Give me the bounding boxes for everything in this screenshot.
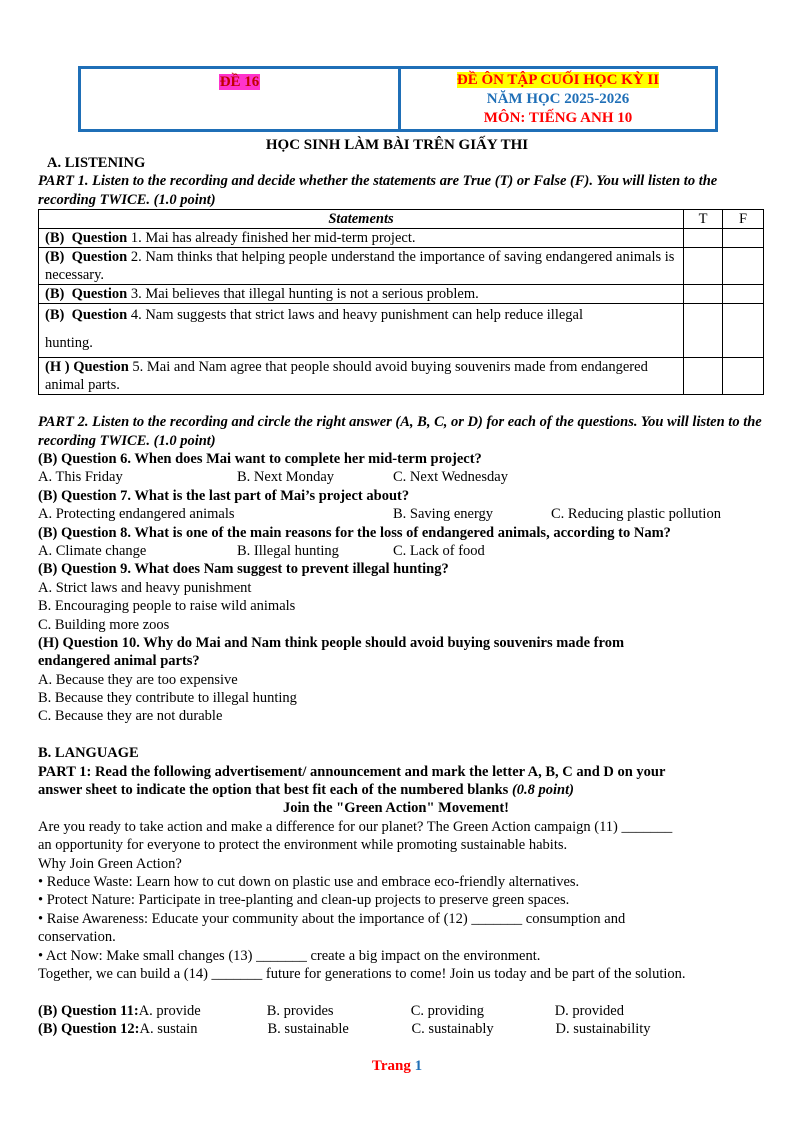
option[interactable]: B. Encouraging people to raise wild animals [38, 598, 296, 615]
question-6: (B) Question 6. When does Mai want to complete her mid-term project? [38, 451, 482, 468]
page-footer [0, 1057, 794, 1075]
ad-line: an opportunity for everyone to protect the environment while promoting sustainable habits. [38, 837, 568, 854]
question-11-label: (B) Question 11: [38, 1002, 139, 1019]
col-false: F [723, 210, 764, 229]
table-row: (H ) Question 5. Mai and Nam agree that people should avoid buying souvenirs made from endangered animal parts. [39, 358, 764, 395]
q12-options [38, 1020, 764, 1038]
header-box [78, 66, 718, 132]
option[interactable]: C. sustainably [411, 1021, 494, 1038]
option[interactable]: B. Because they contribute to illegal hunting [38, 690, 297, 707]
option[interactable]: B. provides [266, 1002, 334, 1019]
answer-cell-t[interactable] [684, 304, 723, 358]
exam-code: ĐỀ 16 [219, 74, 260, 90]
page-number: 1 [414, 1058, 423, 1074]
option[interactable]: C. Because they are not durable [38, 708, 223, 725]
answer-cell-t[interactable] [684, 285, 723, 304]
option[interactable]: B. Next Monday [237, 469, 335, 486]
table-row: (B) Question 2. Nam thinks that helping people understand the importance of saving endangered animals is necessary. [39, 248, 764, 285]
option[interactable]: A. provide [138, 1002, 201, 1019]
answer-cell-t[interactable] [684, 248, 723, 285]
option[interactable]: D. sustainability [555, 1021, 651, 1038]
ad-line: Are you ready to take action and make a difference for our planet? The Green Action campaign (11) _______ [38, 818, 673, 835]
question-8: (B) Question 8. What is one of the main reasons for the loss of endangered animals, according to Nam? [38, 524, 671, 541]
ad-line: conservation. [38, 929, 116, 946]
q6-options [38, 468, 764, 486]
table-row: (B) Question 4. Nam suggests that strict laws and heavy punishment can help reduce illegal hunting. [39, 304, 764, 358]
ad-line: Why Join Green Action? [38, 855, 182, 872]
table-row: (B) Question 3. Mai believes that illegal hunting is not a serious problem. [39, 285, 764, 304]
option[interactable]: D. provided [554, 1002, 624, 1019]
answer-cell-f[interactable] [723, 248, 764, 285]
question-10: (H) Question 10. Why do Mai and Nam think people should avoid buying souvenirs made from [38, 634, 625, 651]
part1-b-instruction-cont: answer sheet to indicate the option that best fit each of the numbered blanks [38, 782, 509, 799]
answer-cell-f[interactable] [723, 285, 764, 304]
question-7: (B) Question 7. What is the last part of Mai’s project about? [38, 487, 410, 504]
part1-instruction: PART 1. Listen to the recording and decide whether the statements are True (T) or False (F). You will listen to the recording TWICE. (1.0 point) [38, 173, 718, 208]
option[interactable]: A. sustain [139, 1021, 198, 1038]
school-year: NĂM HỌC 2025-2026 [486, 91, 630, 107]
part1-b-instruction: PART 1: Read the following advertisement/ announcement and mark the letter A, B, C and D on your [38, 763, 666, 780]
header-left [81, 69, 401, 129]
table-row: (B) Question 1. Mai has already finished her mid-term project. [39, 229, 764, 248]
part2-instruction: PART 2. Listen to the recording and circle the right answer (A, B, C, or D) for each of the questions. You will listen to the recording TWICE. (1.0 point) [38, 414, 762, 449]
q11-options [38, 1002, 764, 1020]
option[interactable]: A. Strict laws and heavy punishment [38, 579, 252, 596]
option[interactable]: C. Lack of food [393, 542, 485, 559]
content [38, 154, 764, 1039]
option[interactable]: C. Reducing plastic pollution [551, 506, 721, 523]
true-false-table [38, 209, 764, 395]
ad-line: • Raise Awareness: Educate your community about the importance of (12) _______ consumption and [38, 910, 626, 927]
option[interactable]: C. Building more zoos [38, 616, 170, 633]
option[interactable]: B. Saving energy [393, 506, 494, 523]
option[interactable]: A. Climate change [38, 542, 147, 559]
section-b-title: B. LANGUAGE [38, 745, 139, 762]
option[interactable]: B. sustainable [267, 1021, 349, 1038]
answer-cell-f[interactable] [723, 304, 764, 358]
ad-line: • Protect Nature: Participate in tree-planting and clean-up projects to preserve green spaces. [38, 892, 570, 909]
q7-options [38, 505, 764, 523]
q8-options [38, 542, 764, 560]
question-9: (B) Question 9. What does Nam suggest to prevent illegal hunting? [38, 561, 449, 578]
section-a-title: A. LISTENING [47, 155, 146, 171]
option[interactable]: A. Protecting endangered animals [38, 506, 235, 523]
subject: MÔN: TIẾNG ANH 10 [483, 110, 633, 126]
option[interactable]: C. providing [410, 1002, 485, 1019]
option[interactable]: A. Because they are too expensive [38, 671, 238, 688]
ad-line: • Reduce Waste: Learn how to cut down on plastic use and embrace eco-friendly alternatives. [38, 874, 580, 890]
ad-title: Join the "Green Action" Movement! [282, 800, 510, 817]
question-10-cont: endangered animal parts? [38, 653, 200, 670]
answer-cell-t[interactable] [684, 229, 723, 248]
option[interactable]: C. Next Wednesday [393, 469, 508, 486]
part1-b-points: (0.8 point) [508, 782, 574, 799]
answer-cell-t[interactable] [684, 358, 723, 395]
ad-line: Together, we can build a (14) _______ future for generations to come! Join us today and be part of the solution. [38, 965, 686, 982]
exam-title: ĐỀ ÔN TẬP CUỐI HỌC KỲ II [456, 72, 660, 88]
instruction: HỌC SINH LÀM BÀI TRÊN GIẤY THI [265, 137, 529, 153]
option[interactable]: B. Illegal hunting [237, 542, 339, 559]
header-right [401, 69, 715, 129]
ad-line: • Act Now: Make small changes (13) _______ create a big impact on the environment. [38, 947, 541, 964]
question-12-label: (B) Question 12: [38, 1021, 140, 1038]
answer-cell-f[interactable] [723, 358, 764, 395]
col-statements: Statements [39, 210, 684, 229]
col-true: T [684, 210, 723, 229]
option[interactable]: A. This Friday [38, 469, 123, 486]
answer-cell-f[interactable] [723, 229, 764, 248]
page-word: Trang [371, 1058, 411, 1074]
